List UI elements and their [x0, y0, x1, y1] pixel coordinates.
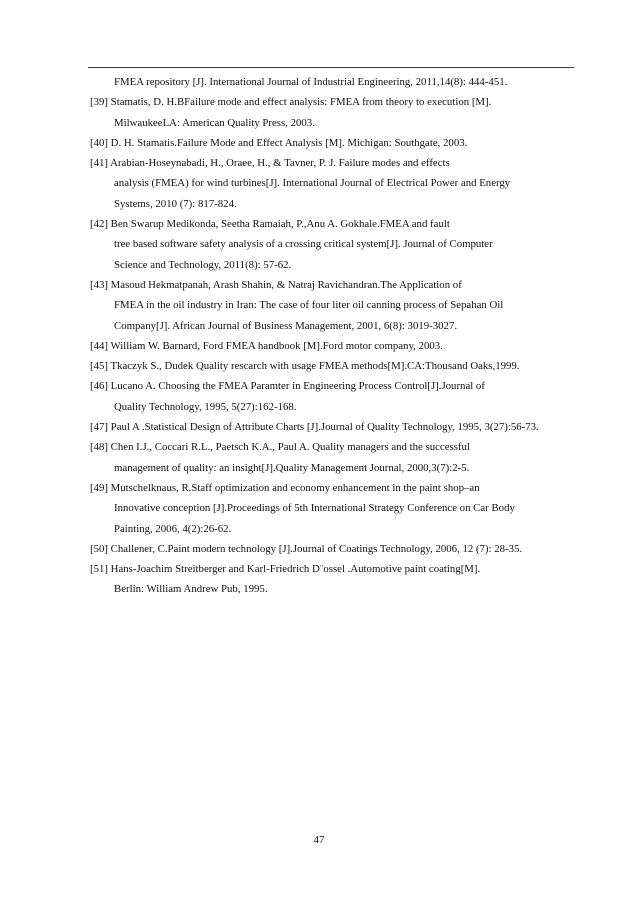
reference-item-49 — [90, 478, 580, 539]
reference-item-50 — [90, 539, 580, 559]
reference-item-46 — [90, 376, 580, 417]
reference-line: [51] Hans-Joachim Streitberger and Karl-Friedrich D¨ossel .Automotive paint coating[M]. — [90, 563, 481, 576]
reference-line: Berlin: William Andrew Pub, 1995. — [114, 583, 268, 596]
reference-line: [40] D. H. Stamatis.Failure Mode and Effect Analysis [M]. Michigan: Southgate, 2003. — [90, 136, 468, 149]
reference-line: [49] Mutschelknaus, R.Staff optimization and economy enhancement in the paint shop–an — [90, 481, 480, 494]
reference-line: Quality Technology, 1995, 5(27):162-168. — [114, 400, 297, 413]
reference-item-45 — [90, 356, 580, 376]
page-number: 47 — [313, 834, 325, 846]
reference-line: [50] Challener, C.Paint modern technology [J].Journal of Coatings Technology, 2006, 12 (7): 28-35. — [90, 542, 523, 555]
reference-line: Company[J]. African Journal of Business Management, 2001, 6(8): 3019-3027. — [114, 319, 458, 332]
reference-line: [43] Masoud Hekmatpanah, Arash Shahin, & Natraj Ravichandran.The Application of — [90, 278, 462, 291]
reference-item-39 — [90, 92, 580, 133]
reference-list — [90, 72, 580, 600]
reference-item-44 — [90, 336, 580, 356]
header-rule — [88, 67, 574, 68]
reference-line: FMEA in the oil industry in Iran: The case of four liter oil canning process of Sepahan Oil — [114, 299, 504, 312]
reference-line: [44] William W. Barnard, Ford FMEA handbook [M].Ford motor company, 2003. — [90, 339, 443, 352]
reference-line: MilwaukeeLA: American Quality Press, 2003. — [114, 116, 315, 129]
reference-item-42 — [90, 214, 580, 275]
reference-item-41 — [90, 153, 580, 214]
reference-line: Systems, 2010 (7): 817-824. — [114, 197, 237, 210]
reference-line: tree based software safety analysis of a crossing critical system[J]. Journal of Computer — [114, 238, 493, 251]
reference-item-51 — [90, 559, 580, 600]
reference-line: FMEA repository [J]. International Journal of Industrial Engineering, 2011,14(8): 444-451. — [114, 76, 508, 88]
reference-line: [41] Arabian-Hoseynabadi, H., Oraee, H., & Tavner, P. J. Failure modes and effects — [90, 157, 450, 170]
reference-item-47 — [90, 417, 580, 437]
reference-line: Painting, 2006, 4(2):26-62. — [114, 522, 232, 535]
reference-item-43 — [90, 275, 580, 336]
reference-line: [39] Stamatis, D. H.BFailure mode and effect analysis: FMEA from theory to execution [M]. — [90, 96, 492, 109]
reference-item-40 — [90, 133, 580, 153]
reference-line: Science and Technology, 2011(8): 57-62. — [114, 258, 292, 271]
reference-line: [42] Ben Swarup Medikonda, Seetha Ramaiah, P.,Anu A. Gokhale.FMEA and fault — [90, 218, 450, 231]
reference-line: Innovative conception [J].Proceedings of 5th International Strategy Conference on Car Body — [114, 502, 515, 515]
reference-line: [48] Chen I.J., Coccari R.L., Paetsch K.A., Paul A. Quality managers and the successful — [90, 441, 470, 454]
reference-line: analysis (FMEA) for wind turbines[J]. International Journal of Electrical Power and Energy — [114, 177, 511, 190]
reference-line: [45] Tkaczyk S., Dudek Quality rescarch with usage FMEA methods[M].CA:Thousand Oaks,1999. — [90, 360, 520, 373]
reference-item-48 — [90, 437, 580, 478]
reference-item-continued — [90, 72, 580, 92]
reference-line: management of quality: an insight[J].Quality Management Journal, 2000,3(7):2-5. — [114, 461, 470, 474]
reference-line: [47] Paul A .Statistical Design of Attribute Charts [J].Journal of Quality Technology, 1995, 3(27):56-73. — [90, 421, 539, 434]
reference-line: [46] Lucano A. Choosing the FMEA Paramter in Engineering Process Control[J].Journal of — [90, 380, 485, 393]
